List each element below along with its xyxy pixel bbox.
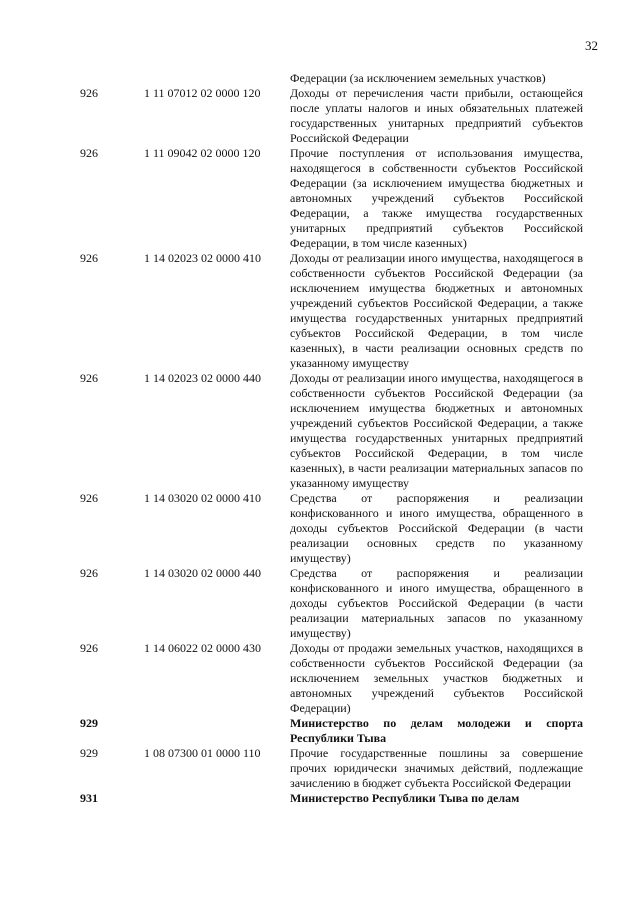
- table-row: [80, 566, 585, 641]
- revenue-description-cell: Доходы от реализации иного имущества, находящегося в собственности субъектов Российской Федерации (за исключением имущества бюджетных и автономных учреждений субъектов Российской Федерации, а также имущества государственных унитарных предприятий субъектов Российской Федерации, в том числе казенных), в части реализации материальных запасов по указанному имуществу: [290, 371, 583, 490]
- table-row: [80, 86, 585, 146]
- administrator-name-cell: Министерство по делам молодежи и спорта Республики Тыва: [290, 716, 583, 745]
- revenue-code-cell: 1 14 02023 02 0000 410: [144, 251, 261, 265]
- table-row: [80, 71, 585, 86]
- admin-code-cell: 931: [80, 791, 98, 805]
- revenue-description-cell: Доходы от продажи земельных участков, находящихся в собственности субъектов Российской Федерации (за исключением земельных участков бюджетных и автономных учреждений субъектов Российской Федерации): [290, 641, 583, 715]
- table-row: [80, 491, 585, 566]
- revenue-code-cell: [144, 71, 290, 86]
- admin-code-cell: 926: [80, 491, 98, 505]
- revenue-description-cell: Доходы от перечисления части прибыли, остающейся после уплаты налогов и иных обязательных платежей государственных унитарных предприятий субъектов Российской Федерации: [290, 86, 583, 145]
- revenue-code-cell: 1 11 07012 02 0000 120: [144, 86, 261, 100]
- revenue-code-cell: 1 14 03020 02 0000 440: [144, 566, 261, 580]
- table-section-heading: [80, 716, 585, 746]
- revenue-code-cell: 1 14 06022 02 0000 430: [144, 641, 261, 655]
- table-row: [80, 641, 585, 716]
- revenue-description-cell: Доходы от реализации иного имущества, находящегося в собственности субъектов Российской Федерации (за исключением имущества бюджетных и автономных учреждений субъектов Российской Федерации, а также имущества государственных унитарных предприятий субъектов Российской Федерации, в том числе казенных), в части реализации основных средств по указанному имуществу: [290, 251, 583, 370]
- revenue-description-cell: Средства от распоряжения и реализации конфискованного и иного имущества, обращенного в доходы субъектов Российской Федерации (в части реализации материальных запасов по указанному имуществу): [290, 566, 583, 640]
- table-row: [80, 251, 585, 371]
- table-row: [80, 746, 585, 791]
- revenue-code-cell: [144, 716, 290, 746]
- administrator-name-cell: Министерство Республики Тыва по делам: [290, 791, 520, 805]
- table-section-heading: [80, 791, 585, 806]
- table-row: [80, 146, 585, 251]
- admin-code-cell: 926: [80, 86, 98, 100]
- admin-code-cell: 926: [80, 251, 98, 265]
- revenue-code-cell: 1 08 07300 01 0000 110: [144, 746, 261, 760]
- revenue-code-cell: 1 11 09042 02 0000 120: [144, 146, 261, 160]
- revenue-code-cell: 1 14 02023 02 0000 440: [144, 371, 261, 385]
- revenue-description-cell: Федерации (за исключением земельных участков): [290, 71, 546, 85]
- table-row: [80, 371, 585, 491]
- admin-code-cell: 926: [80, 371, 98, 385]
- admin-code-cell: 926: [80, 146, 98, 160]
- revenue-code-cell: [144, 791, 290, 806]
- page-number: 32: [585, 38, 598, 53]
- revenue-description-cell: Прочие государственные пошлины за совершение прочих юридически значимых действий, подлежащие зачислению в бюджет субъекта Российской Федерации: [290, 746, 583, 790]
- revenue-description-cell: Прочие поступления от использования имущества, находящегося в собственности субъектов Российской Федерации (за исключением имущества бюджетных и автономных учреждений субъектов Российской Федерации, а также имущества государственных унитарных предприятий субъектов Российской Федерации, в том числе казенных): [290, 146, 583, 250]
- revenue-code-cell: 1 14 03020 02 0000 410: [144, 491, 261, 505]
- admin-code-cell: [80, 71, 144, 86]
- admin-code-cell: 929: [80, 746, 98, 760]
- revenue-description-cell: Средства от распоряжения и реализации конфискованного и иного имущества, обращенного в доходы субъектов Российской Федерации (в части реализации основных средств по указанному имуществу): [290, 491, 583, 565]
- admin-code-cell: 929: [80, 716, 98, 730]
- admin-code-cell: 926: [80, 566, 98, 580]
- revenue-code-table: [80, 71, 585, 806]
- admin-code-cell: 926: [80, 641, 98, 655]
